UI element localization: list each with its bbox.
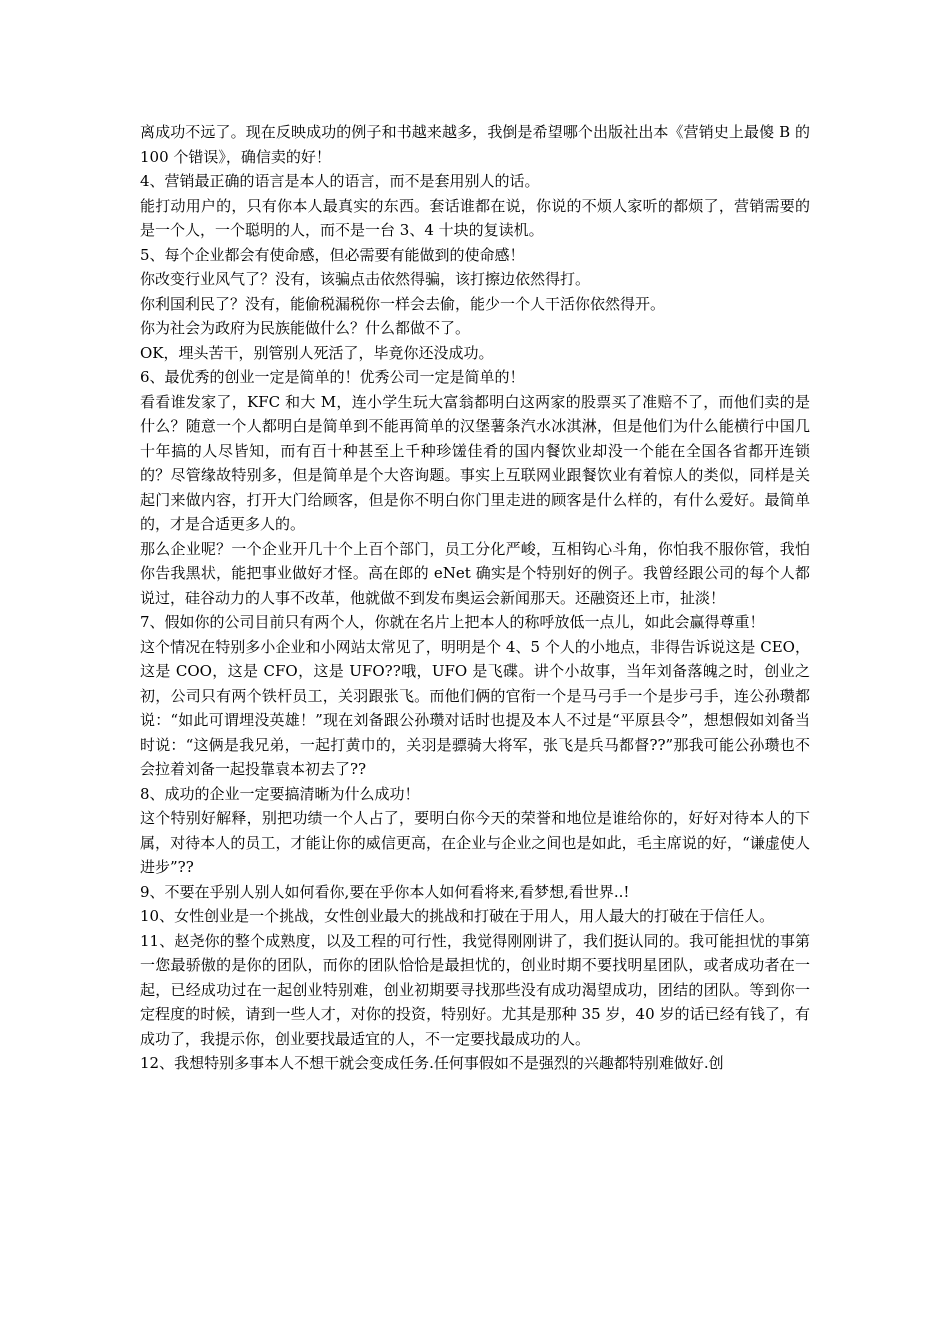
paragraph: 12、我想特别多事本人不想干就会变成任务.任何事假如不是强烈的兴趣都特别难做好.创 xyxy=(140,1054,724,1072)
paragraph: 你利国利民了？没有，能偷税漏税你一样会去偷，能少一个人干活你依然得开。 xyxy=(140,294,666,313)
paragraph: 8、成功的企业一定要搞清晰为什么成功！ xyxy=(140,784,420,803)
paragraph: 11、赵尧你的整个成熟度，以及工程的可行性，我觉得刚刚讲了，我们挺认同的。我可能担忧的事第一您最骄傲的是你的团队，而你的团队恰恰是最担忧的，创业时期不要找明星团队，或者成功者在一起，已经成功过在一起创业特别难，创业初期要寻找那些没有成功渴望成功，团结的团队。等到你一定程度的时候，请到一些人才，对你的投资，特别好。尤其是那种 35 岁，40 岁的话已经有钱了，有成功了，我提示你，创业要找最适宜的人，不一定要找最成功的人。 xyxy=(140,931,810,1048)
paragraph: 你为社会为政府为民族能做什么？什么都做不了。 xyxy=(140,319,471,337)
paragraph: 看看谁发家了，KFC 和大 M，连小学生玩大富翁都明白这两家的股票买了准赔不了，而他们卖的是什么？随意一个人都明白是简单到不能再简单的汉堡薯条汽水冰淇淋，但是他们为什么能横行中国几十年搞的人尽皆知，而有百十种甚至上千种珍馐佳肴的国内餐饮业却没一个能在全国各省都开连锁的？尽管缘故特别多，但是简单是个大咨询题。事实上互联网业跟餐饮业有着惊人的类似，同样是关起门来做内容，打开大门给顾客，但是你不明白你门里走进的顾客是什么样的，有什么爱好。最简单的，才是合适更多人的。 xyxy=(140,392,810,533)
paragraph: 6、最优秀的创业一定是简单的！优秀公司一定是简单的！ xyxy=(140,368,525,386)
paragraph: 9、不要在乎别人别人如何看你,要在乎你本人如何看将来,看梦想,看世界..! xyxy=(140,882,630,901)
paragraph: 这个特别好解释，别把功绩一个人占了，要明白你今天的荣誉和地位是谁给你的，好好对待本人的下属，对待本人的员工，才能让你的威信更高，在企业与企业之间也是如此，毛主席说的好，“谦虚使人进步”?? xyxy=(140,809,810,876)
paragraph: 4、营销最正确的语言是本人的语言，而不是套用别人的话。 xyxy=(140,172,540,190)
paragraph: 能打动用户的，只有你本人最真实的东西。套话谁都在说，你说的不烦人家听的都烦了，营销需要的是一个人，一个聪明的人，而不是一台 3、4 十块的复读机。 xyxy=(140,196,810,239)
paragraph: 这个情况在特别多小企业和小网站太常见了，明明是个 4、5 个人的小地点，非得告诉说这是 CEO，这是 COO，这是 CFO，这是 UFO??哦，UFO 是飞碟。讲个小故事，当年刘备落魄之时，创业之初，公司只有两个铁杆员工，关羽跟张飞。而他们俩的官衔一个是马弓手一个是步弓手，连公孙瓒都说：“如此可谓埋没英雄！”现在刘备跟公孙瓒对话时也提及本人不过是“平原县令”，想想假如刘备当时说：“这俩是我兄弟，一起打黄巾的，关羽是骠骑大将军，张飞是兵马都督??”那我可能公孙瓒也不会拉着刘备一起投靠袁本初去了?? xyxy=(140,637,810,778)
paragraph: 你改变行业风气了？没有，该骗点击依然得骗，该打擦边依然得打。 xyxy=(140,270,591,288)
paragraph: OK，埋头苦干，别管别人死活了，毕竟你还没成功。 xyxy=(140,343,494,362)
paragraph: 7、假如你的公司目前只有两个人，你就在名片上把本人的称呼放低一点儿，如此会赢得尊重！ xyxy=(140,613,765,631)
paragraph: 那么企业呢？一个企业开几十个上百个部门，员工分化严峻，互相钩心斗角，你怕我不服你管，我怕你告我黑状，能把事业做好才怪。高在郎的 eNet 确实是个特别好的例子。我曾经跟公司的每个人都说过，硅谷动力的人事不改革，他就做不到发布奥运会新闻那天。还融资还上市，扯淡！ xyxy=(140,539,810,607)
paragraph: 5、每个企业都会有使命感，但必需要有能做到的使命感！ xyxy=(140,245,525,264)
document-body xyxy=(140,120,810,1076)
paragraph: 离成功不远了。现在反映成功的例子和书越来越多，我倒是希望哪个出版社出本《营销史上最傻 B 的 100 个错误》，确信卖的好！ xyxy=(140,123,810,166)
paragraph: 10、女性创业是一个挑战，女性创业最大的挑战和打破在于用人，用人最大的打破在于信任人。 xyxy=(140,907,775,925)
